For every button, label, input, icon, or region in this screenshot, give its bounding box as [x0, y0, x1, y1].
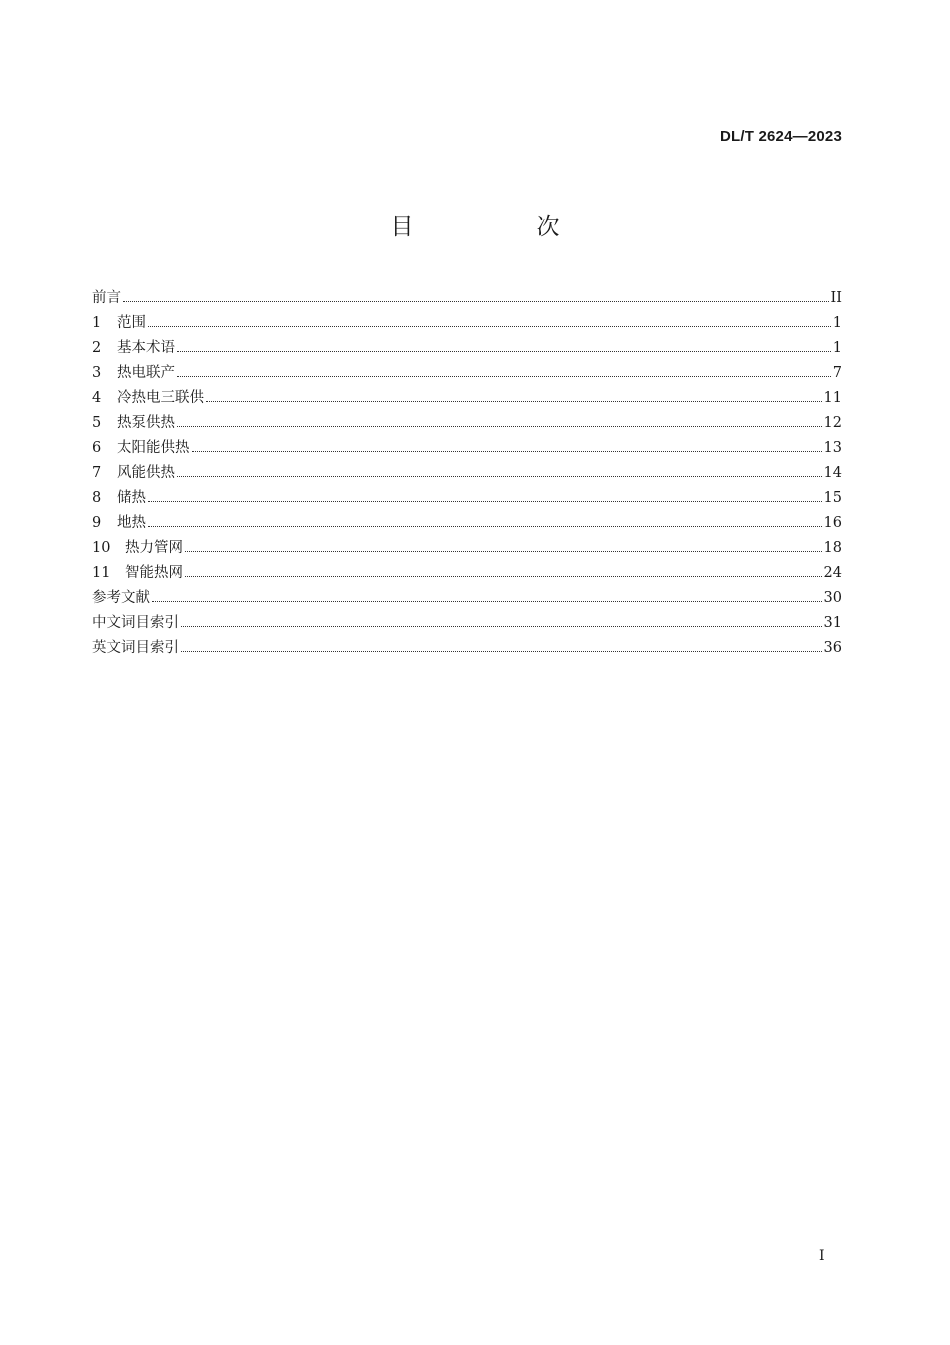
toc-entry[interactable]: [92, 413, 842, 438]
toc-entry-label: 范围: [117, 315, 146, 331]
dot-leader: [177, 375, 831, 377]
toc-entry-number: 3: [92, 365, 102, 381]
toc-entry-label: 热泵供热: [117, 415, 175, 431]
toc-entry-label: 热力管网: [125, 540, 183, 556]
dot-leader: [177, 350, 831, 352]
dot-leader: [181, 625, 822, 627]
dot-leader: [123, 300, 829, 302]
dot-leader: [177, 475, 822, 477]
toc-entry[interactable]: [92, 313, 842, 338]
toc-entry-number: 10: [92, 540, 111, 556]
toc-entry-page: 14: [823, 465, 842, 481]
toc-entry-label: 储热: [117, 490, 146, 506]
toc-entry-number: 11: [92, 565, 111, 581]
toc-entry[interactable]: [92, 438, 842, 463]
table-of-contents: [92, 288, 842, 663]
toc-entry-label: 太阳能供热: [117, 440, 190, 456]
toc-entry-label: 参考文献: [92, 590, 150, 606]
toc-entry[interactable]: [92, 363, 842, 388]
toc-entry[interactable]: [92, 288, 842, 313]
toc-entry[interactable]: [92, 488, 842, 513]
dot-leader: [181, 650, 822, 652]
toc-entry-page: 30: [823, 590, 842, 606]
toc-entry-page: 1: [832, 315, 842, 331]
toc-entry-number: 4: [92, 390, 102, 406]
toc-entry-page: 1: [832, 340, 842, 356]
toc-entry-label: 风能供热: [117, 465, 175, 481]
toc-entry-number: 9: [92, 515, 102, 531]
dot-leader: [185, 575, 822, 577]
page-title: 目 次: [390, 214, 610, 240]
toc-entry-page: 13: [823, 440, 842, 456]
toc-entry-label: 前言: [92, 290, 121, 306]
toc-entry[interactable]: [92, 588, 842, 613]
toc-entry-page: 7: [832, 365, 842, 381]
toc-entry[interactable]: [92, 513, 842, 538]
toc-entry[interactable]: [92, 388, 842, 413]
toc-entry-page: 11: [823, 390, 842, 406]
dot-leader: [148, 500, 822, 502]
toc-entry-number: 7: [92, 465, 102, 481]
toc-entry[interactable]: [92, 463, 842, 488]
toc-entry-number: 2: [92, 340, 102, 356]
toc-entry-number: 6: [92, 440, 102, 456]
toc-entry[interactable]: [92, 338, 842, 363]
dot-leader: [148, 325, 831, 327]
toc-entry-label: 热电联产: [117, 365, 175, 381]
dot-leader: [192, 450, 822, 452]
toc-entry-page: II: [830, 290, 842, 306]
dot-leader: [177, 425, 822, 427]
dot-leader: [148, 525, 822, 527]
toc-entry-label: 英文词目索引: [92, 640, 179, 656]
toc-entry-page: 15: [823, 490, 842, 506]
toc-entry-page: 24: [823, 565, 842, 581]
toc-entry-number: 5: [92, 415, 102, 431]
toc-entry[interactable]: [92, 563, 842, 588]
toc-entry-number: 8: [92, 490, 102, 506]
toc-entry-label: 基本术语: [117, 340, 175, 356]
dot-leader: [206, 400, 822, 402]
toc-entry[interactable]: [92, 613, 842, 638]
dot-leader: [185, 550, 822, 552]
toc-entry-page: 12: [823, 415, 842, 431]
dot-leader: [152, 600, 822, 602]
toc-entry-page: 16: [823, 515, 842, 531]
document-code: DL/T 2624—2023: [719, 128, 842, 145]
toc-entry-page: 31: [823, 615, 842, 631]
toc-entry-page: 36: [823, 640, 842, 656]
toc-entry-label: 智能热网: [125, 565, 183, 581]
toc-entry[interactable]: [92, 538, 842, 563]
toc-entry-label: 中文词目索引: [92, 615, 179, 631]
toc-entry-label: 地热: [117, 515, 146, 531]
toc-entry[interactable]: [92, 638, 842, 663]
toc-entry-label: 冷热电三联供: [117, 390, 204, 406]
toc-entry-number: 1: [92, 315, 102, 331]
toc-entry-page: 18: [823, 540, 842, 556]
page-number: I: [819, 1248, 825, 1264]
